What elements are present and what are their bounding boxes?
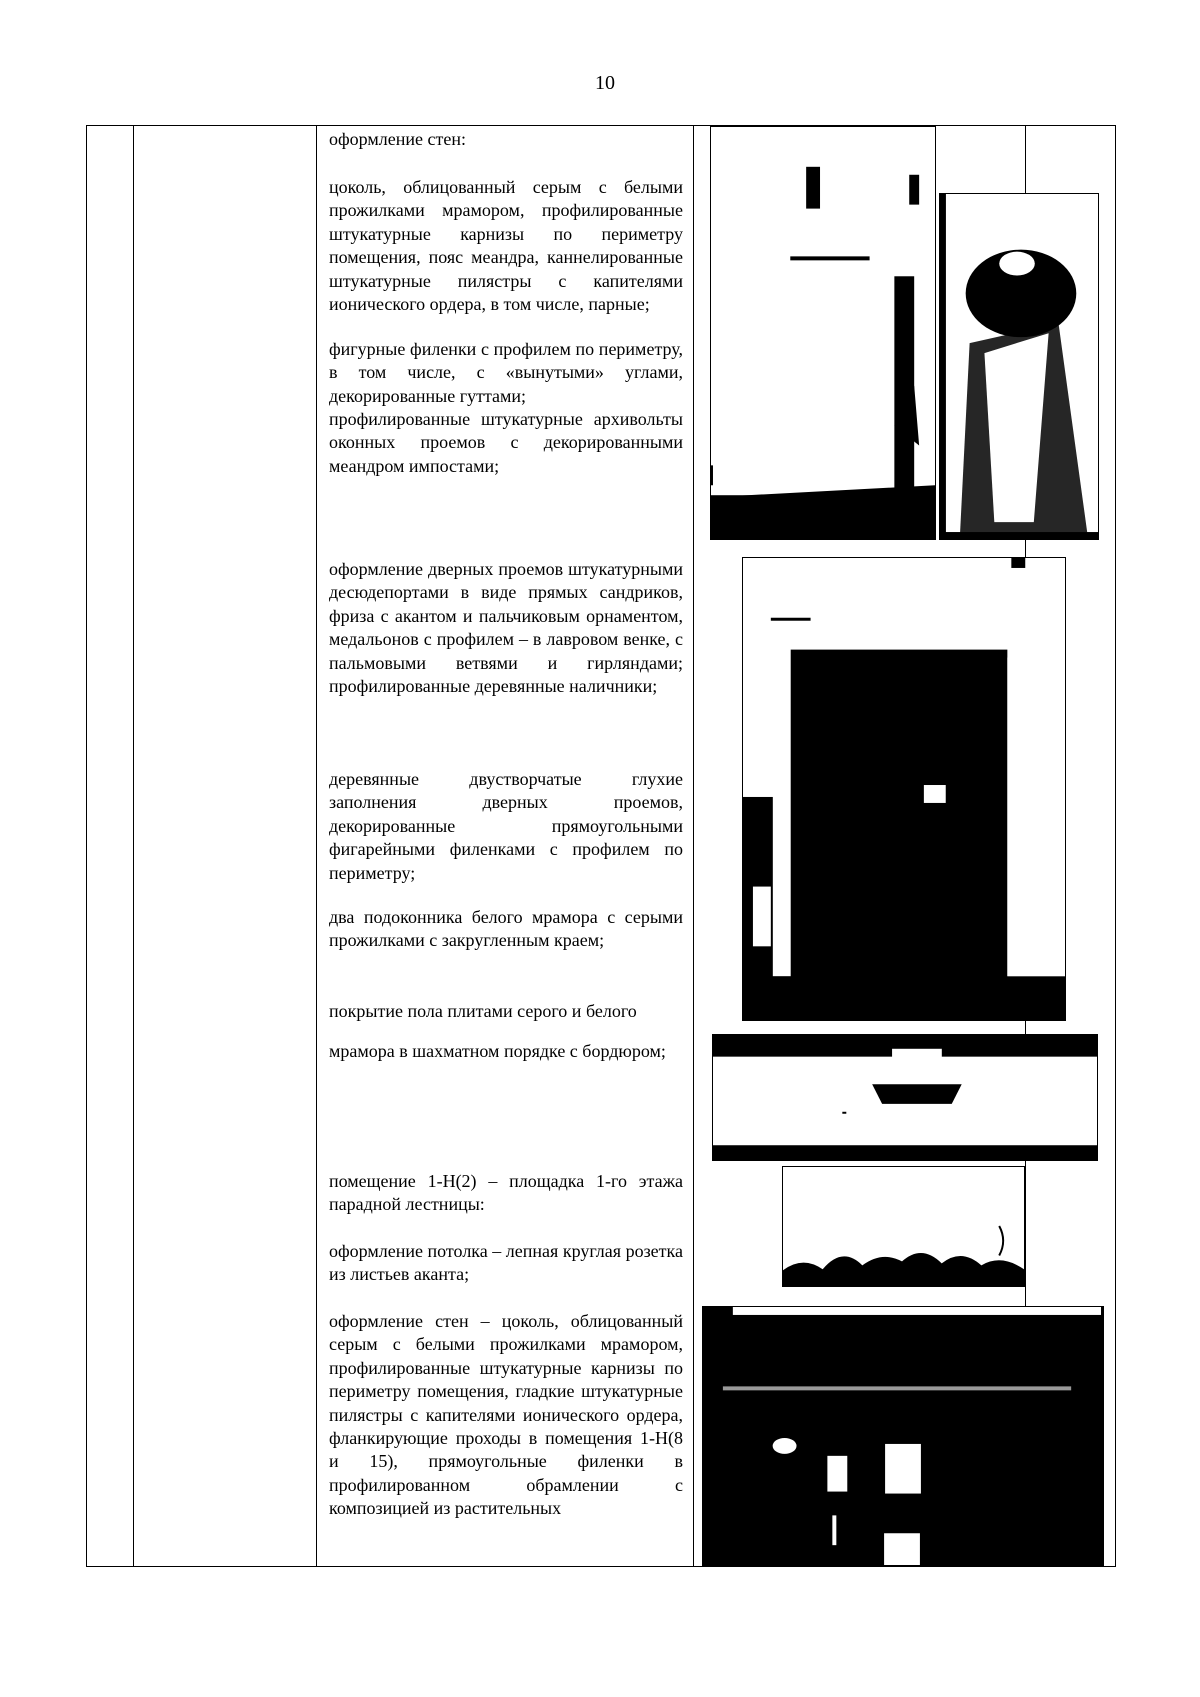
photo-wall-cornice [710,126,936,540]
paragraph-door-leaves: деревянные двустворчатые глухие заполнения дверных проемов, декорированные прямоугольными фигарейными филенками с профилем по периметру; [329,769,683,883]
paragraph-door-openings: оформление дверных проемов штукатурными десюдепортами в виде прямых сандриков, фриза с акантом и пальчиковым орнаментом, медальонов с профилем – в лавровом венке, с пальмовыми ветвями и гирляндами; профилированные деревянные наличники; [329,559,683,697]
column-divider-2 [316,126,317,1566]
photo-door-frame [742,557,1066,1021]
paragraph-floor: покрытие пола плитами серого и белого [329,1001,637,1021]
paragraph-panels: фигурные филенки с профилем по периметру, в том числе, с «вынутыми» углами, декорированные гуттами; [329,339,683,406]
photo-ceiling-rosette [782,1166,1025,1287]
paragraph-ceiling: оформление потолка – лепная круглая розетка из листьев аканта; [329,1241,683,1285]
column-divider-3 [693,126,694,1566]
paragraph-room-heading: помещение 1-Н(2) – площадка 1-го этажа парадной лестницы: [329,1171,683,1215]
column-divider-1 [133,126,134,1566]
photo-pilaster-capital [939,193,1099,540]
photo-staircase-landing [702,1306,1104,1566]
paragraph-wall-plinth: цоколь, облицованный серым с белыми прожилками мрамором, профилированные штукатурные карнизы по периметру помещения, пояс меандра, каннелированные штукатурные пилястры с капителями ионического ордера, в том числе, парные; [329,177,683,315]
paragraph-windowsills: два подоконника белого мрамора с серыми прожилками с закругленным краем; [329,907,683,951]
paragraph-floor-cont: мрамора в шахматном порядке с бордюром; [329,1041,666,1061]
photo-marble-floor [712,1034,1098,1161]
paragraph-archivolts: профилированные штукатурные архивольты оконных проемов с декорированными меандром импостами; [329,409,683,476]
paragraph-wall-heading: оформление стен: [329,129,466,149]
page-number: 10 [595,72,615,94]
paragraph-stair-walls: оформление стен – цоколь, облицованный серым с белыми прожилками мрамором, профилированные штукатурные карнизы по периметру помещения, гладкие штукатурные пилястры с капителями ионического ордера, фланкирующие проходы в помещения 1-Н(8 и 15), прямоугольные филенки в профилированном обрамлении с композицией из растительных [329,1311,683,1519]
